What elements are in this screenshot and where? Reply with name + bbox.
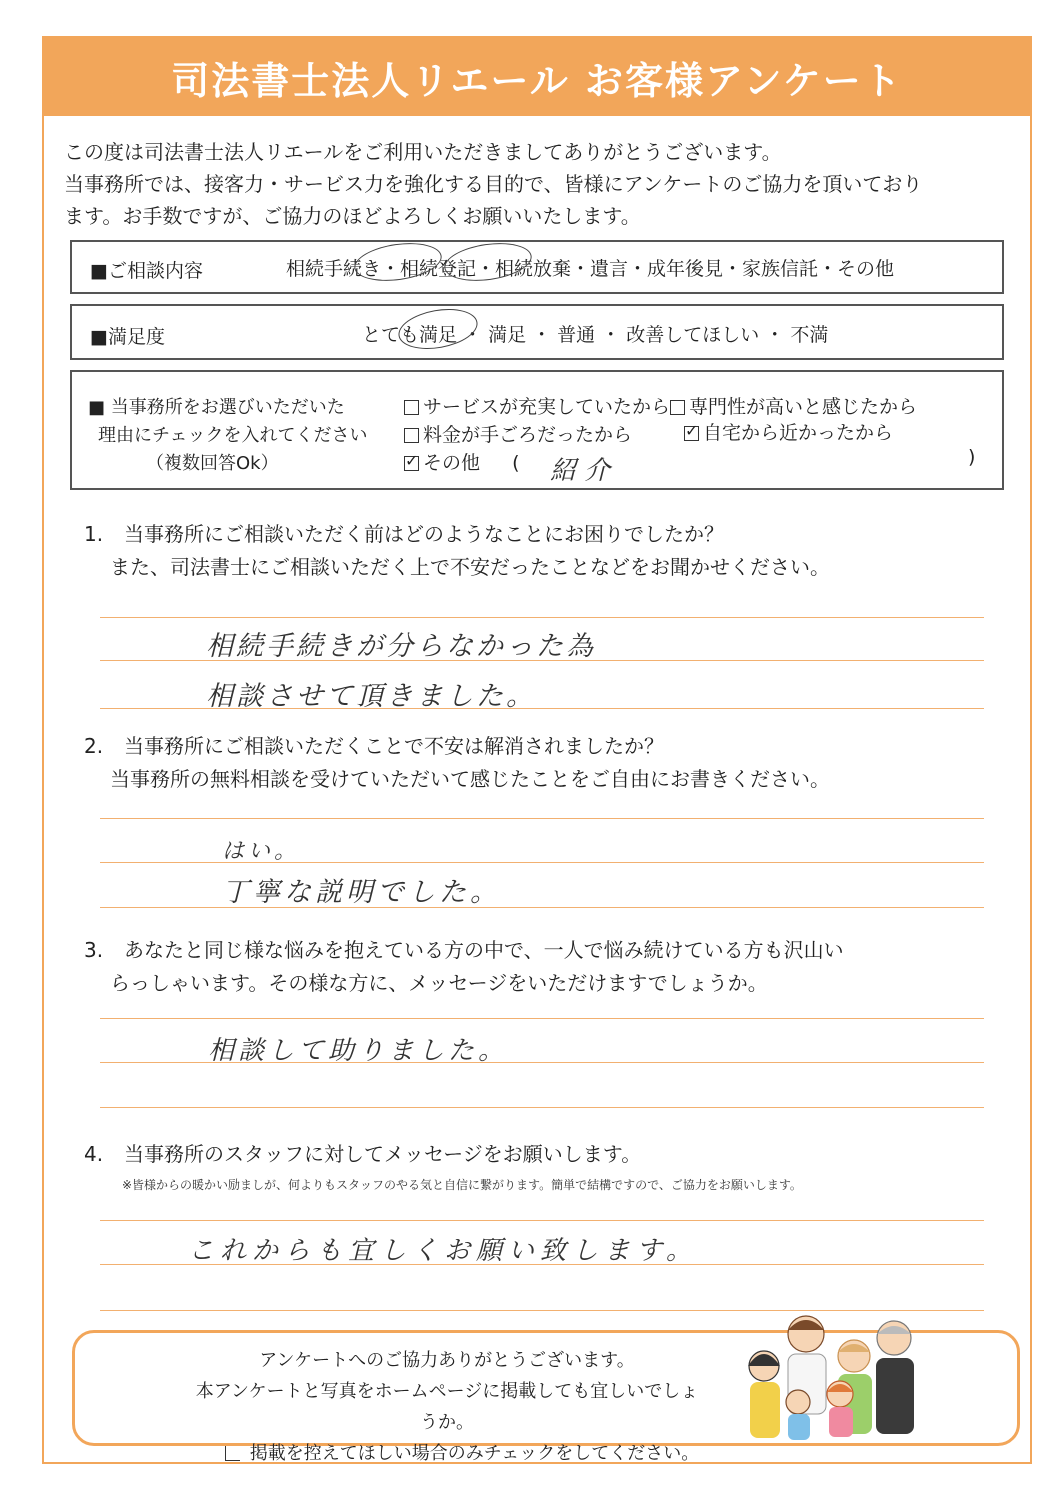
satisfaction-label: ■満足度: [90, 326, 165, 348]
question-number: 1.: [84, 522, 104, 546]
title-bar: [44, 38, 1030, 116]
answer-rule: [100, 1018, 984, 1019]
question-number: 3.: [84, 938, 104, 962]
reason-option-label: 料金が手ごろだったから: [423, 424, 633, 446]
reason-box: [70, 370, 1004, 490]
intro-text: [64, 136, 1014, 232]
footer-text: [187, 1345, 707, 1469]
paren-close: ): [968, 446, 976, 468]
reason-label-line: 理由にチェックを入れてください: [98, 425, 368, 446]
satisfaction-options: とても満足 ・ 満足 ・ 普通 ・ 改善してほしい ・ 不満: [362, 324, 829, 346]
checkbox[interactable]: [404, 400, 419, 415]
question-3: [84, 934, 844, 1000]
answer-2-line-2: 丁寧な説明でした。: [222, 877, 501, 908]
intro-line: この度は司法書士法人リエールをご利用いただきましてありがとうございます。: [64, 140, 782, 164]
reason-option-label: サービスが充実していたから: [423, 396, 671, 418]
question-4-note: ※皆様からの暖かい励ましが、何よりもスタッフのやる気と自信に繋がります。簡単で結構ですので、ご協力をお願いします。: [122, 1178, 802, 1192]
question-4: [84, 1138, 641, 1171]
checkbox-checked[interactable]: [404, 456, 419, 471]
question-number: 4.: [84, 1142, 104, 1166]
consult-label: ■ご相談内容: [90, 260, 203, 282]
question-number: 2.: [84, 734, 104, 758]
intro-line: ます。お手数ですが、ご協力のほどよろしくお願いいたします。: [64, 204, 641, 228]
checkbox[interactable]: [404, 428, 419, 443]
footer-line: アンケートへのご協力ありがとうございます。: [259, 1350, 635, 1371]
question-text: らっしゃいます。その様な方に、メッセージをいただけますでしょうか。: [110, 971, 768, 995]
optout-checkbox[interactable]: [225, 1446, 240, 1461]
question-text: 当事務所にご相談いただくことで不安は解消されましたか？: [124, 734, 664, 758]
footer-optout[interactable]: [187, 1438, 707, 1469]
reason-option-near-home[interactable]: [684, 418, 893, 445]
question-text: 当事務所のスタッフに対してメッセージをお願いします。: [124, 1142, 642, 1166]
answer-rule: [100, 1220, 984, 1221]
answer-1-line-1: 相続手続きが分らなかった為: [206, 631, 596, 662]
reason-option-label: 専門性が高いと感じたから: [689, 396, 918, 418]
answer-2-line-1: はい。: [222, 839, 301, 864]
footer-line: 掲載を控えてほしい場合のみチェックをしてください。: [249, 1443, 700, 1464]
answer-1-line-2: 相談させて頂きました。: [206, 681, 536, 712]
intro-line: 当事務所では、接客力・サービス力を強化する目的で、皆様にアンケートのご協力を頂いており: [64, 172, 923, 196]
family-illustration: [736, 1308, 936, 1444]
answer-rule: [100, 818, 984, 819]
question-text: 当事務所の無料相談を受けていただいて感じたことをご自由にお書きください。: [110, 767, 830, 791]
reason-option-other[interactable]: [404, 448, 519, 475]
question-2: [84, 730, 830, 796]
reason-option-label: その他: [423, 452, 481, 474]
answer-4-line-1: これからも宜しくお願い致します。: [188, 1236, 698, 1266]
consult-box: [70, 240, 1004, 294]
reason-other-answer: 紹介: [550, 456, 619, 486]
consult-options: 相続手続き・相続登記・相続放棄・遺言・成年後見・家族信託・その他: [286, 258, 895, 280]
checkbox-checked[interactable]: [684, 426, 699, 441]
paren-open: (: [512, 452, 520, 474]
question-1: [84, 518, 830, 584]
reason-label-line: （複数回答Ok）: [146, 453, 279, 474]
checkbox[interactable]: [670, 400, 685, 415]
reason-option-expertise[interactable]: [670, 392, 917, 419]
answer-3-line-1: 相談して助りました。: [208, 1036, 509, 1066]
page-title: 司法書士法人リエール お客様アンケート: [171, 58, 903, 103]
answer-rule: [100, 1107, 984, 1108]
question-text: あなたと同じ様な悩みを抱えている方の中で、一人で悩み続けている方も沢山い: [124, 938, 844, 962]
reason-label: [88, 394, 367, 478]
reason-option-service[interactable]: [404, 392, 670, 419]
answer-rule: [100, 617, 984, 618]
footer-line: 本アンケートと写真をホームページに掲載しても宜しいでしょうか。: [195, 1381, 699, 1433]
reason-option-price[interactable]: [404, 420, 632, 447]
reason-label-line: ■ 当事務所をお選びいただいた: [88, 397, 345, 418]
satisfaction-box: [70, 304, 1004, 360]
question-text: また、司法書士にご相談いただく上で不安だったことなどをお聞かせください。: [110, 555, 830, 579]
reason-option-label: 自宅から近かったから: [703, 422, 894, 444]
question-text: 当事務所にご相談いただく前はどのようなことにお困りでしたか？: [124, 522, 724, 546]
